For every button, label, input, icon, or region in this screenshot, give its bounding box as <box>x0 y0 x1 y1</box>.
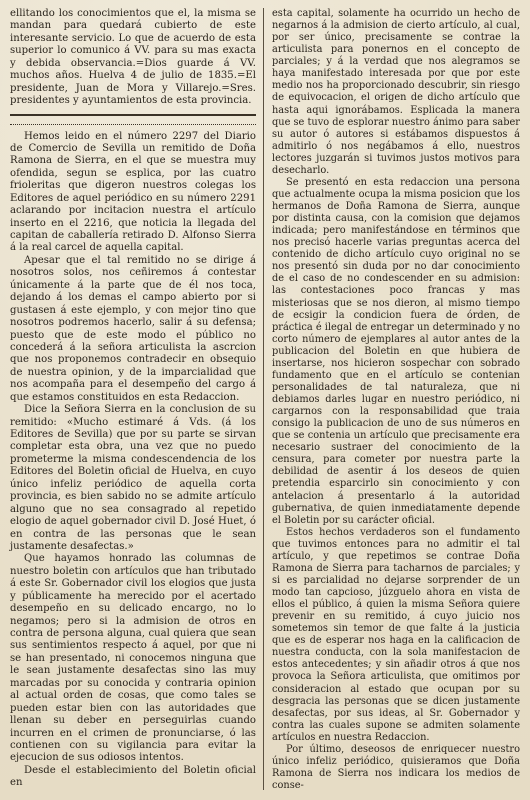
paragraph: Por último, deseosos de enriquecer nuestro único infeliz periódico, quisieramos que Doña Ramona de Sierra nos indicara los medios de conse- <box>272 743 520 791</box>
section-separator <box>10 114 256 125</box>
column-divider <box>263 8 264 790</box>
left-column <box>10 8 256 792</box>
paragraph: ellitando los conocimientos que el, la misma se mandan para quedará cubierto de este interesante servicio. Lo que de acuerdo de esta superior lo comunico á VV. para su mas exacta y debida observancia.=Dios guarde á VV. muchos años. Huelva 4 de julio de 1835.=El presidente, Juan de Mora y Villarejo.=Sres. presidentes y ayuntamientos de esta provincia. <box>10 8 256 107</box>
paragraph: Se presentó en esta redaccion una persona que actualmente ocupa la misma posicion que los hermanos de Doña Ramona de Sierra, aunque por distinta causa, con la comision que dejamos indicada; pero manifestándose en términos que nos precisó hacerle varias preguntas acerca del contenido de dicho artículo cuyo original no se nos presentó sin duda por no dar conocimiento de el caso de no condescender en su admision: las contestaciones poco francas y mas misteriosas que se nos dieron, al mismo tiempo de ecsigir la condicion fuera de órden, de práctica é ilegal de entregar un determinado y no corto número de ejemplares al autor antes de la publicacion del Boletin en que hubiera de insertarse, nos hicieron sospechar con sobrado fundamento que en el artículo se contenian personalidades de tal naturaleza, que ni debiamos darles lugar en nuestro periódico, ni cargarnos con la responsabilidad que traia consigo la publicacion de uno de sus números en que se contenia un artículo que precisamente era necesario sustraer del conocimiento de la censura, para cometer por nuestra parte la debilidad de asentir á los deseos de quien pretendia esparcirlo sin conocimiento y con antelacion á presentarlo á la autoridad gubernativa, de quien inmediatamente depende el Boletin por su carácter oficial. <box>272 176 520 526</box>
right-column <box>272 8 520 792</box>
paragraph: Estos hechos verdaderos son el fundamento que tuvimos entonces para no admitir el tal artículo, y que repetimos se contrae Doña Ramona de Sierra para tacharnos de parciales; y si es parcialidad no dejarse sorprender de un modo tan capcioso, júzguelo ahora en vista de ellos el público, á quien la misma Señora quiere prevenir en su remitido, á cuyo juicio nos sometemos sin temor de que falte á la justicia que es de esperar nos haga en la calificacion de nuestra conducta, con la sola manifestacion de estos antecedentes; y sin añadir otros á que nos provoca la Señora articulista, que omitimos por consideracion al estado que ocupan por su desgracia las personas que se dicen justamente desafectas, por sus ideas, al Sr. Gobernador y contra las cuales supone se admiten solamente artículos en nuestra Redaccion. <box>272 526 520 743</box>
paragraph: Desde el establecimiento del Boletin oficial en <box>10 764 256 789</box>
paragraph: Que hayamos honrado las columnas de nuestro boletin con artículos que han tributado á este Sr. Gobernador civil los elogios que justa y públicamente ha merecido por el acertado desempeño en su delicado encargo, no lo negamos; pero si la admision de otros en contra de persona alguna, cual quiera que sean sus sentimientos respecto á aquel, por que ni se han presentado, ni conocemos ninguna que le sean justamente desafectas sino las muy marcadas por su conocida y contraria opinion al actual orden de cosas, que como tales se pueden estar bien con las autoridades que llenan su deber en perseguirlas cuando incurren en el crimen de pronunciarse, ó las contienen con su vigilancia para evitar la ejecucion de sus odiosos intentos. <box>10 553 256 764</box>
paragraph: Apesar que el tal remitido no se dirige á nosotros solos, nos ceñiremos á contestar únicamente á la parte que de él nos toca, dejando á los demas el campo abierto por si gustasen á este ejemplo, y con mejor tino que nosotros podremos hacerlo, salir á su defensa; puesto que de este modo el público no concederá á la señora articulista la ascrcion que nos proponemos contradecir en obsequio de nuestra opinion, y de la imparcialidad que nos acompaña para el desempeño del cargo á que estamos constituidos en esta Redaccion. <box>10 254 256 403</box>
paragraph: esta capital, solamente ha ocurrido un hecho de negarnos á la admision de cierto artículo, al cual, por ser único, precisamente se contrae la articulista para ponernos en el concepto de parciales; y á la verdad que nos alegramos se haya manifestado interesada por que por este medio nos ha proporcionado descubrir, sin riesgo de equivocacion, el origen de dicho artículo que hasta aqui ignorábamos. Esplicada la manera que se tuvo de esplorar nuestro ánimo para saber su autor ó autores si estábamos dispuestos á admitirlo ó nos negábamos á ello, nuestros lectores juzgarán si tuvimos justos motivos para desecharlo. <box>272 8 520 176</box>
paragraph: Hemos leido en el número 2297 del Diario de Comercio de Sevilla un remitido de Doña Ramona de Sierra, en el que se muestra muy ofendida, segun se esplica, por las cuatro frioleritas que digeron nuestros colegas los Editores de aquel periódico en su número 2291 aclarando por incitacion nuestra el artículo inserto en el 2216, que noticia la llegada del capitan de caballería retirado D. Alfonso Sierra á la real carcel de aquella capital. <box>10 130 256 254</box>
paragraph: Dice la Señora Sierra en la conclusion de su remitido: «Mucho estimaré á Vds. (á los Editores de Sevilla) que por su parte se sirvan completar esta obra, una vez que no puedo prometerme la misma condescendencia de los Editores del Boletin oficial de Huelva, en cuyo único infeliz periódico de aquella corta provincia, es bien sabido no se admite artículo alguno que no sea consagrado al repetido elogio de aquel gobernador civil D. José Huet, ó en contra de las personas que le sean justamente desafectas.» <box>10 404 256 552</box>
